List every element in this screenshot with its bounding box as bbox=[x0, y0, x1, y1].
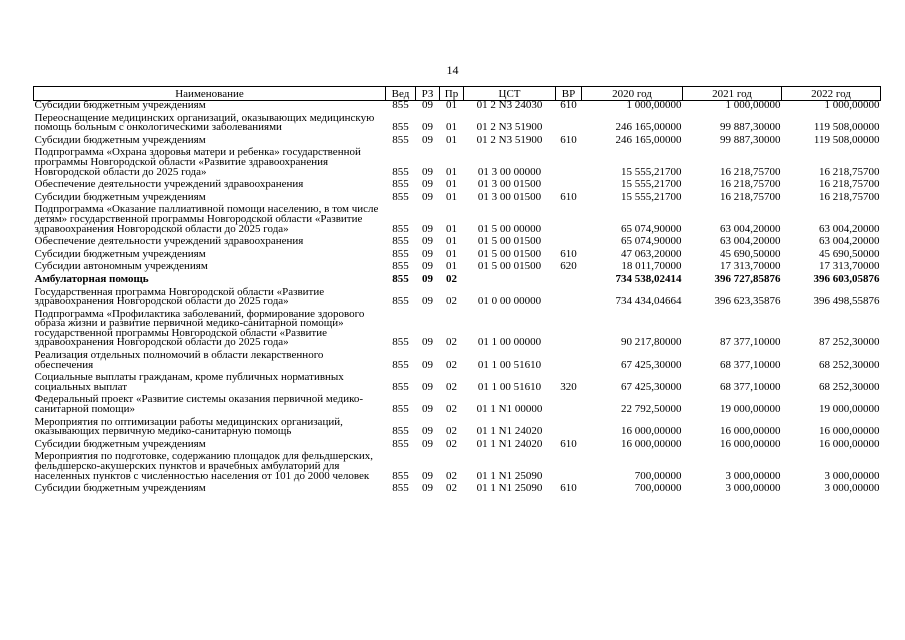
cell-2020: 734 538,02414 bbox=[615, 272, 682, 285]
cell-2020: 18 011,70000 bbox=[621, 260, 682, 273]
cell-pr: 01 bbox=[446, 99, 457, 111]
cell-vr bbox=[556, 392, 582, 414]
cell-rz: 09 bbox=[422, 482, 433, 495]
cell-name: Субсидии бюджетным учреждениям bbox=[34, 482, 206, 495]
table-row bbox=[34, 437, 881, 450]
cell-name: Переоснащение медицинских организаций, оказывающих медицинскую помощь больным с онкологическими заболеваниями bbox=[34, 111, 375, 134]
cell-rz: 09 bbox=[422, 165, 433, 178]
cell-2021: 45 690,50000 bbox=[720, 247, 781, 260]
cell-vr: 610 bbox=[560, 99, 577, 111]
cell-pr: 02 bbox=[446, 272, 457, 285]
cell-cst: 01 0 00 00000 bbox=[477, 295, 542, 308]
cell-cst: 01 2 N3 51900 bbox=[476, 133, 543, 146]
cell-cst: 01 2 N3 24030 bbox=[476, 99, 543, 111]
header-2021: 2021 год bbox=[683, 87, 782, 101]
header-2022: 2022 год bbox=[782, 87, 881, 101]
cell-2022: 16 000,00000 bbox=[819, 425, 880, 438]
cell-pr: 01 bbox=[446, 133, 457, 146]
table-row bbox=[34, 370, 881, 392]
cell-rz: 09 bbox=[422, 336, 433, 349]
cell-vr: 610 bbox=[560, 190, 577, 203]
cell-ved: 855 bbox=[392, 121, 409, 134]
cell-2022: 63 004,20000 bbox=[819, 222, 880, 235]
cell-2021: 16 218,75700 bbox=[720, 190, 781, 203]
cell-ved: 855 bbox=[392, 469, 409, 482]
cell-pr: 01 bbox=[446, 260, 457, 273]
cell-2022: 16 218,75700 bbox=[819, 190, 880, 203]
header-pr: Пр bbox=[440, 87, 464, 101]
cell-rz: 09 bbox=[422, 121, 433, 134]
cell-rz: 09 bbox=[422, 222, 433, 235]
cell-cst: 01 5 00 01500 bbox=[477, 260, 542, 273]
cell-ved: 855 bbox=[392, 133, 409, 146]
cell-rz: 09 bbox=[422, 380, 433, 393]
cell-cst: 01 5 00 00000 bbox=[477, 222, 542, 235]
cell-pr: 02 bbox=[446, 358, 457, 371]
header-name: Наименование bbox=[34, 87, 386, 101]
cell-ved: 855 bbox=[392, 99, 409, 111]
cell-vr bbox=[556, 415, 582, 437]
cell-2020: 22 792,50000 bbox=[621, 403, 682, 416]
cell-rz: 09 bbox=[422, 235, 433, 248]
cell-name: Субсидии бюджетным учреждениям bbox=[34, 133, 206, 146]
cell-2022: 19 000,00000 bbox=[819, 403, 880, 416]
cell-2020: 16 000,00000 bbox=[621, 437, 682, 450]
cell-ved: 855 bbox=[392, 437, 409, 450]
cell-cst: 01 1 N1 25090 bbox=[476, 469, 543, 482]
cell-cst: 01 5 00 01500 bbox=[477, 235, 542, 248]
cell-2022: 396 498,55876 bbox=[813, 295, 880, 308]
cell-pr: 02 bbox=[446, 437, 457, 450]
cell-ved: 855 bbox=[392, 260, 409, 273]
table-row bbox=[34, 348, 881, 370]
cell-2022: 45 690,50000 bbox=[819, 247, 880, 260]
cell-name: Субсидии автономным учреждениям bbox=[34, 260, 208, 273]
cell-ved: 855 bbox=[392, 358, 409, 371]
cell-vr bbox=[556, 307, 582, 348]
header-2020: 2020 год bbox=[582, 87, 683, 101]
table-row bbox=[34, 145, 881, 177]
cell-pr: 02 bbox=[446, 336, 457, 349]
cell-2022: 119 508,00000 bbox=[813, 133, 880, 146]
cell-2021: 16 218,75700 bbox=[720, 178, 781, 191]
cell-rz: 09 bbox=[422, 437, 433, 450]
cell-pr: 01 bbox=[446, 190, 457, 203]
cell-ved: 855 bbox=[392, 190, 409, 203]
cell-cst: 01 3 00 01500 bbox=[477, 178, 542, 191]
cell-cst: 01 1 00 00000 bbox=[477, 336, 542, 349]
cell-2022: 3 000,00000 bbox=[824, 482, 880, 495]
cell-pr: 02 bbox=[446, 425, 457, 438]
cell-2021: 17 313,70000 bbox=[720, 260, 781, 273]
cell-ved: 855 bbox=[392, 272, 409, 285]
cell-2020: 1 000,00000 bbox=[626, 99, 682, 111]
cell-vr bbox=[556, 145, 582, 177]
cell-name: Мероприятия по оптимизации работы медицинских организаций, оказывающих первичную медико-санитарную помощь bbox=[34, 415, 343, 438]
table-row bbox=[34, 247, 881, 260]
cell-2021: 87 377,10000 bbox=[720, 336, 781, 349]
cell-cst: 01 1 N1 00000 bbox=[476, 403, 543, 416]
cell-pr: 01 bbox=[446, 121, 457, 134]
cell-ved: 855 bbox=[392, 165, 409, 178]
cell-2020: 700,00000 bbox=[634, 482, 682, 495]
table-body bbox=[34, 101, 881, 494]
cell-ved: 855 bbox=[392, 336, 409, 349]
cell-ved: 855 bbox=[392, 178, 409, 191]
cell-vr bbox=[556, 272, 582, 285]
cell-2021: 68 377,10000 bbox=[720, 358, 781, 371]
cell-rz: 09 bbox=[422, 260, 433, 273]
cell-2021: 16 000,00000 bbox=[720, 437, 781, 450]
cell-2020: 65 074,90000 bbox=[621, 235, 682, 248]
cell-vr: 610 bbox=[560, 133, 577, 146]
cell-pr: 01 bbox=[446, 235, 457, 248]
header-rz: РЗ bbox=[416, 87, 440, 101]
cell-name: Подпрограмма «Оказание паллиативной помощи населению, в том числе детям» государственной программы Новгородской области «Развитие здравоохранения Новгородской области до 2025 года» bbox=[34, 203, 379, 235]
cell-name: Подпрограмма «Профилактика заболеваний, формирование здорового образа жизни и развитие первичной медико-санитарной помощи» государственной программы Новгородской области «Развитие здравоохранения Новгородской области до 2025 года» bbox=[34, 307, 365, 349]
cell-ved: 855 bbox=[392, 222, 409, 235]
cell-2021: 63 004,20000 bbox=[720, 222, 781, 235]
cell-name: Реализация отдельных полномочий в области лекарственного обеспечения bbox=[34, 349, 324, 371]
cell-2021: 63 004,20000 bbox=[720, 235, 781, 248]
cell-vr: 320 bbox=[560, 380, 577, 393]
table-row bbox=[34, 415, 881, 437]
cell-vr bbox=[556, 285, 582, 307]
cell-pr: 01 bbox=[446, 222, 457, 235]
cell-2020: 90 217,80000 bbox=[621, 336, 682, 349]
cell-2021: 99 887,30000 bbox=[720, 121, 781, 134]
cell-rz: 09 bbox=[422, 272, 433, 285]
cell-2020: 15 555,21700 bbox=[621, 190, 682, 203]
cell-name: Обеспечение деятельности учреждений здравоохранения bbox=[34, 235, 304, 248]
header-cst: ЦСТ bbox=[464, 87, 556, 101]
cell-ved: 855 bbox=[392, 425, 409, 438]
cell-rz: 09 bbox=[422, 295, 433, 308]
table-row bbox=[34, 101, 881, 111]
table-row bbox=[34, 285, 881, 307]
cell-2022: 3 000,00000 bbox=[824, 469, 880, 482]
cell-cst: 01 3 00 00000 bbox=[477, 165, 542, 178]
cell-2020: 47 063,20000 bbox=[621, 247, 682, 260]
cell-pr: 02 bbox=[446, 380, 457, 393]
budget-table bbox=[33, 86, 881, 494]
cell-ved: 855 bbox=[392, 235, 409, 248]
cell-name: Мероприятия по подготовке, содержанию площадок для фельдшерских, фельдшерско-акушерских пунктов и врачебных амбулаторий для населенных пунктов с численностью населения от 101 до 2000 человек bbox=[34, 450, 373, 482]
cell-2020: 16 000,00000 bbox=[621, 425, 682, 438]
cell-2022: 1 000,00000 bbox=[824, 99, 880, 111]
cell-ved: 855 bbox=[392, 295, 409, 308]
cell-name: Социальные выплаты гражданам, кроме публичных нормативных социальных выплат bbox=[34, 371, 344, 393]
cell-2021: 99 887,30000 bbox=[720, 133, 781, 146]
cell-cst: 01 1 N1 24020 bbox=[476, 437, 543, 450]
header-ved: Вед bbox=[386, 87, 416, 101]
cell-ved: 855 bbox=[392, 247, 409, 260]
header-vr: ВР bbox=[556, 87, 582, 101]
cell-name: Обеспечение деятельности учреждений здравоохранения bbox=[34, 178, 304, 191]
cell-2020: 246 165,00000 bbox=[615, 121, 682, 134]
cell-name: Подпрограмма «Охрана здоровья матери и ребенка» государственной программы Новгородской области «Развитие здравоохранения Новгородской области до 2025 года» bbox=[34, 146, 361, 178]
cell-2021: 396 623,35876 bbox=[714, 295, 781, 308]
cell-ved: 855 bbox=[392, 482, 409, 495]
cell-name: Субсидии бюджетным учреждениям bbox=[34, 437, 206, 450]
cell-cst: 01 1 00 51610 bbox=[477, 380, 542, 393]
cell-cst: 01 3 00 01500 bbox=[477, 190, 542, 203]
cell-rz: 09 bbox=[422, 247, 433, 260]
cell-rz: 09 bbox=[422, 469, 433, 482]
cell-ved: 855 bbox=[392, 403, 409, 416]
cell-pr: 01 bbox=[446, 165, 457, 178]
page-number: 14 bbox=[446, 63, 459, 77]
cell-2022: 87 252,30000 bbox=[819, 336, 880, 349]
cell-2020: 15 555,21700 bbox=[621, 165, 682, 178]
table-row bbox=[34, 234, 881, 247]
table-row bbox=[34, 133, 881, 146]
cell-2020: 67 425,30000 bbox=[621, 358, 682, 371]
cell-cst: 01 2 N3 51900 bbox=[476, 121, 543, 134]
cell-2021: 16 218,75700 bbox=[720, 165, 781, 178]
cell-rz: 09 bbox=[422, 403, 433, 416]
cell-rz: 09 bbox=[422, 178, 433, 191]
cell-vr bbox=[556, 348, 582, 370]
table-row bbox=[34, 177, 881, 190]
cell-pr: 02 bbox=[446, 469, 457, 482]
cell-vr: 620 bbox=[560, 260, 577, 273]
cell-2020: 67 425,30000 bbox=[621, 380, 682, 393]
cell-2022: 396 603,05876 bbox=[813, 272, 880, 285]
cell-2021: 1 000,00000 bbox=[725, 99, 781, 111]
cell-2021: 16 000,00000 bbox=[720, 425, 781, 438]
cell-name: Федеральный проект «Развитие системы оказания первичной медико-санитарной помощи» bbox=[34, 393, 364, 416]
cell-pr: 02 bbox=[446, 295, 457, 308]
cell-name: Субсидии бюджетным учреждениям bbox=[34, 190, 206, 203]
table-row bbox=[34, 392, 881, 414]
cell-cst: 01 1 N1 24020 bbox=[476, 425, 543, 438]
cell-vr: 610 bbox=[560, 247, 577, 260]
cell-2022: 63 004,20000 bbox=[819, 235, 880, 248]
cell-name: Субсидии бюджетным учреждениям bbox=[34, 247, 206, 260]
cell-pr: 01 bbox=[446, 247, 457, 260]
cell-cst: 01 5 00 01500 bbox=[477, 247, 542, 260]
cell-2022: 68 252,30000 bbox=[819, 380, 880, 393]
table-row bbox=[34, 307, 881, 348]
cell-2022: 17 313,70000 bbox=[819, 260, 880, 273]
cell-rz: 09 bbox=[422, 425, 433, 438]
table-row bbox=[34, 111, 881, 133]
cell-cst: 01 1 00 51610 bbox=[477, 358, 542, 371]
cell-pr: 01 bbox=[446, 178, 457, 191]
cell-cst: 01 1 N1 25090 bbox=[476, 482, 543, 495]
cell-pr: 02 bbox=[446, 403, 457, 416]
cell-2021: 3 000,00000 bbox=[725, 482, 781, 495]
cell-2020: 15 555,21700 bbox=[621, 178, 682, 191]
cell-2022: 16 218,75700 bbox=[819, 178, 880, 191]
table-row bbox=[34, 190, 881, 203]
cell-ved: 855 bbox=[392, 380, 409, 393]
cell-vr bbox=[556, 177, 582, 190]
cell-2020: 734 434,04664 bbox=[615, 295, 682, 308]
cell-pr: 02 bbox=[446, 482, 457, 495]
cell-2021: 19 000,00000 bbox=[720, 403, 781, 416]
cell-vr bbox=[556, 234, 582, 247]
cell-cst bbox=[464, 272, 556, 285]
cell-name: Субсидии бюджетным учреждениям bbox=[34, 99, 206, 111]
cell-name: Государственная программа Новгородской области «Развитие здравоохранения Новгородской области до 2025 года» bbox=[34, 285, 325, 308]
table-row bbox=[34, 449, 881, 481]
table-row bbox=[34, 481, 881, 494]
table-row bbox=[34, 202, 881, 234]
table-row bbox=[34, 272, 881, 285]
cell-2020: 700,00000 bbox=[634, 469, 682, 482]
cell-vr bbox=[556, 202, 582, 234]
cell-2020: 246 165,00000 bbox=[615, 133, 682, 146]
cell-2021: 3 000,00000 bbox=[725, 469, 781, 482]
cell-2021: 68 377,10000 bbox=[720, 380, 781, 393]
cell-name: Амбулаторная помощь bbox=[34, 272, 149, 285]
cell-vr bbox=[556, 449, 582, 481]
cell-vr: 610 bbox=[560, 482, 577, 495]
cell-rz: 09 bbox=[422, 190, 433, 203]
cell-2020: 65 074,90000 bbox=[621, 222, 682, 235]
cell-2021: 396 727,85876 bbox=[714, 272, 781, 285]
cell-2022: 119 508,00000 bbox=[813, 121, 880, 134]
cell-rz: 09 bbox=[422, 358, 433, 371]
cell-2022: 16 000,00000 bbox=[819, 437, 880, 450]
cell-2022: 16 218,75700 bbox=[819, 165, 880, 178]
cell-2022: 68 252,30000 bbox=[819, 358, 880, 371]
cell-vr bbox=[556, 111, 582, 133]
cell-rz: 09 bbox=[422, 99, 433, 111]
cell-vr: 610 bbox=[560, 437, 577, 450]
cell-rz: 09 bbox=[422, 133, 433, 146]
table-row bbox=[34, 259, 881, 272]
